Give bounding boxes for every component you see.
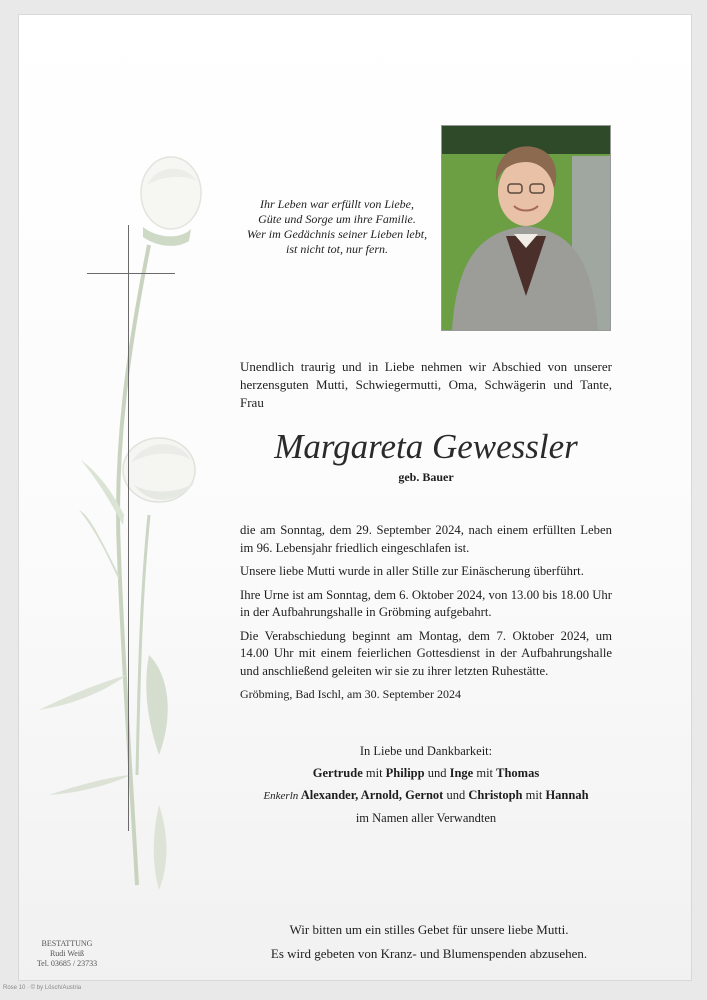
mourners-children: Gertrude mit Philipp und Inge mit Thomas [312,766,540,780]
closing-line: Es wird gebeten von Kranz- und Blumenspenden abzusehen. [270,946,588,961]
memorial-quote [237,197,437,257]
design-credit: Rose 10 · © by Lösch/Austria [3,985,82,991]
mourners-outro: im Namen aller Verwandten [355,811,497,825]
quote-line: Wer im Gedächnis seiner Lieben lebt, [246,227,428,241]
maiden-name: geb. Bauer [398,470,454,484]
funeral-home-title: BESTATTUNG [41,939,93,948]
place-and-date: Gröbming, Bad Ischl, am 30. September 2024 [240,687,461,701]
portrait-photo [441,125,611,331]
funeral-home-phone: Tel. 03685 / 23733 [36,959,98,968]
notice-paragraph: Unsere liebe Mutti wurde in aller Stille zur Einäscherung überführt. [240,564,584,578]
funeral-home-name: Rudi Weiß [49,949,85,958]
quote-line: ist nicht tot, nur fern. [286,242,388,256]
mourners-block [240,740,612,829]
quote-line: Güte und Sorge um ihre Familie. [258,212,416,226]
white-rose-illustration [19,15,219,915]
notice-paragraph: Ihre Urne ist am Sonntag, dem 6. Oktober 2024, von 13.00 bis 18.00 Uhr in der Aufbahrungshalle in Gröbming aufgebahrt. [240,587,612,619]
parte-sheet [18,14,692,981]
cross-horizontal [87,273,175,274]
closing-text [219,918,639,966]
mourners-grandchildren: Enkerln Alexander, Arnold, Gernot und Christoph mit Hannah [263,788,589,802]
cross-vertical [128,225,129,831]
quote-line: Ihr Leben war erfüllt von Liebe, [260,197,414,211]
deceased-name: Margareta Gewessler [274,427,578,466]
closing-line: Wir bitten um ein stilles Gebet für unsere liebe Mutti. [289,922,569,937]
death-notice [240,522,612,710]
notice-paragraph: Die Verabschiedung beginnt am Montag, dem 7. Oktober 2024, um 14.00 Uhr mit einem feierlichen Gottesdienst in der Aufbahrungshalle und anschließend geleiten wir sie zu ihrer letzten Ruhestätte. [240,628,612,678]
notice-paragraph: die am Sonntag, dem 29. September 2024, nach einem erfüllten Leben im 96. Lebensjahr friedlich eingeschlafen ist. [240,523,612,555]
intro-text: Unendlich traurig und in Liebe nehmen wir Abschied von unserer herzensguten Mutti, Schwiegermutti, Oma, Schwägerin und Tante, Frau [240,359,612,410]
mourners-intro: In Liebe und Dankbarkeit: [359,744,493,758]
funeral-home-stamp [29,939,105,969]
